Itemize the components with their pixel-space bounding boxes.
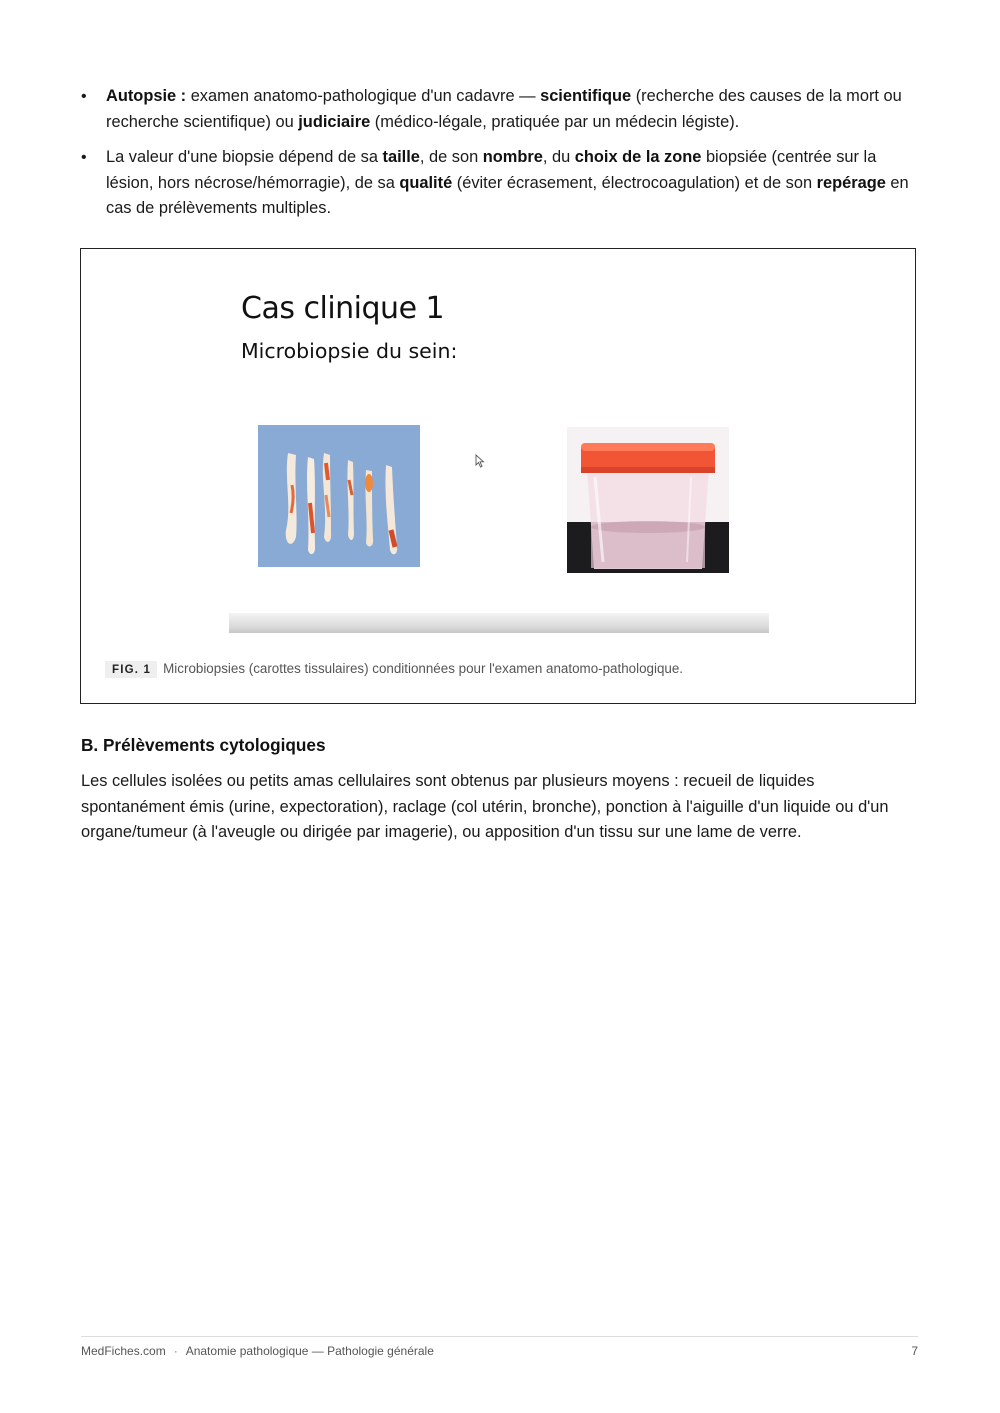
bullet-list	[81, 84, 921, 232]
page-number: 7	[911, 1344, 918, 1358]
footer-info	[81, 1344, 434, 1358]
bold-term: scientifique	[540, 87, 632, 105]
bullet-text	[106, 87, 902, 131]
text-run: , du	[542, 148, 575, 166]
text-run: , de son	[419, 148, 483, 166]
bullet-marker: •	[81, 149, 87, 166]
footer-course-title: Anatomie pathologique — Pathologie générale	[185, 1344, 434, 1358]
text-run: examen anatomo-pathologique d'un cadavre —	[186, 87, 541, 105]
bullet-item-autopsie	[81, 84, 921, 135]
section-heading: B. Prélèvements cytologiques	[81, 735, 326, 755]
footer-separator: ·	[173, 1344, 178, 1358]
text-run: en cas de prélèvements multiples.	[106, 173, 909, 217]
slide-title: Cas clinique 1	[241, 291, 445, 326]
footer-site-link[interactable]: MedFiches.com	[81, 1344, 166, 1358]
text-run: La valeur d'une biopsie dépend de sa	[106, 148, 383, 166]
bullet-text	[106, 148, 909, 217]
text-run: biopsiée (centrée sur la lésion, hors nécrose/hémorragie), de sa	[106, 148, 877, 192]
text-run: (éviter écrasement, électrocoagulation) et de son	[452, 173, 817, 192]
section-paragraph: Les cellules isolées ou petits amas cellulaires sont obtenus par plusieurs moyens : recueil de liquides spontanément émis (urine, expectoration), raclage (col utérin, bronche), ponction à l'aiguille d'un liquide ou d'un organe/tumeur (à l'aveugle ou dirigée par imagerie), ou apposition d'un tissu sur une lame de verre.	[81, 772, 889, 842]
slide-subtitle: Microbiopsie du sein:	[241, 339, 458, 363]
bold-term: judiciaire	[298, 112, 371, 131]
slide-screenshot	[229, 267, 769, 635]
figure-label: FIG. 1	[105, 661, 157, 678]
bullet-marker: •	[81, 88, 87, 105]
bold-term: repérage	[816, 173, 886, 192]
figure-caption	[105, 661, 683, 678]
text-run: (recherche des causes de la mort ou recherche scientifique) ou	[106, 87, 902, 131]
bold-term: nombre	[482, 148, 543, 166]
figure-caption-text: Microbiopsies (carottes tissulaires) conditionnées pour l'examen anatomo-pathologique.	[163, 661, 684, 676]
bold-term: qualité	[399, 173, 453, 192]
slide-bottom-bar	[229, 613, 769, 633]
text-run: (médico-légale, pratiquée par un médecin légiste).	[370, 112, 740, 131]
figure-box	[80, 248, 916, 704]
bold-term: choix de la zone	[574, 148, 702, 166]
bold-term: Autopsie :	[106, 87, 187, 105]
specimen-container-photo	[567, 427, 729, 573]
bold-term: taille	[382, 148, 420, 166]
footer-divider	[81, 1336, 918, 1337]
biopsy-cores-photo	[258, 425, 420, 567]
cursor-icon	[475, 454, 485, 468]
bullet-item-biopsie	[81, 145, 921, 222]
